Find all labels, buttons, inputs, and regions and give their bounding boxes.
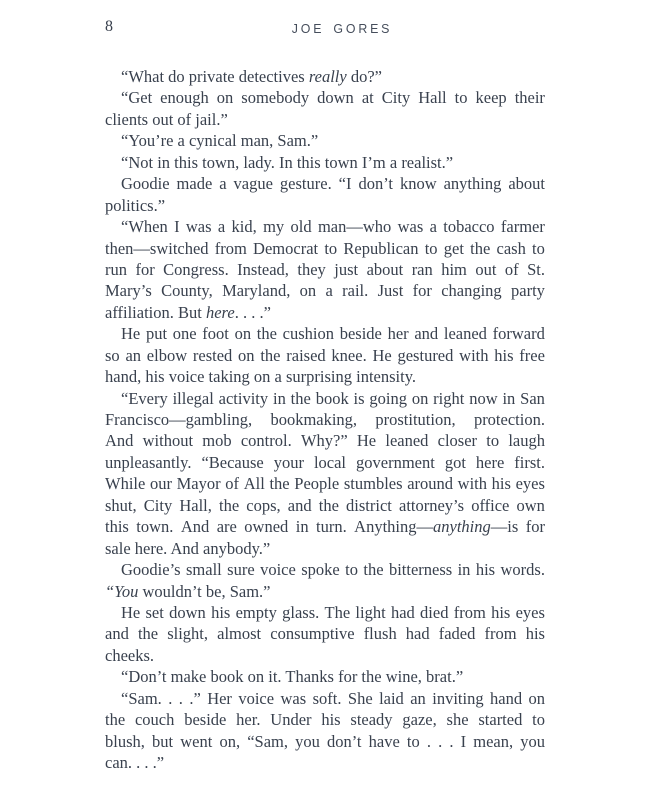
paragraph xyxy=(105,688,545,774)
text-line: cheeks. xyxy=(105,645,155,665)
paragraph xyxy=(105,602,545,666)
text-line: shut, City Hall, the cops, and the district attorney’s office own xyxy=(105,495,545,515)
text-line: Goodie’s small sure voice spoke to the bitterness in his words. xyxy=(121,560,545,580)
text-line: blush, but went on, “Sam, you don’t have to . . . I mean, you xyxy=(105,731,545,751)
text-line: While our Mayor of All the People stumbles around with his eyes xyxy=(105,474,545,494)
text-line: unpleasantly. “Because your local government got here first. xyxy=(105,452,545,472)
text-line: Goodie made a vague gesture. “I don’t know anything about xyxy=(121,174,545,194)
text-line: then—switched from Democrat to Republican to get the cash to xyxy=(105,238,545,258)
text-line: hand, his voice taking on a surprising intensity. xyxy=(105,367,417,387)
text-line: so an elbow rested on the raised knee. He gestured with his free xyxy=(105,345,545,365)
paragraph xyxy=(105,559,545,602)
paragraph xyxy=(105,87,545,130)
running-header: JOE GORES xyxy=(291,21,393,36)
text-line: the couch beside her. Under his steady gaze, she started to xyxy=(105,710,545,730)
text-line: run for Congress. Instead, they just about ran him out of St. xyxy=(105,259,545,279)
text-line: “Not in this town, lady. In this town I’m a realist.” xyxy=(121,152,454,172)
paragraph xyxy=(105,173,545,216)
page-number: 8 xyxy=(105,18,113,35)
text-line: Francisco—gambling, bookmaking, prostitution, protection. xyxy=(105,410,545,429)
paragraph xyxy=(105,130,545,151)
text-line: “You wouldn’t be, Sam.” xyxy=(105,581,271,601)
text-line: “Every illegal activity in the book is going on right now in San xyxy=(121,388,545,408)
text-line: “What do private detectives really do?” xyxy=(121,67,382,86)
paragraph xyxy=(105,323,545,387)
text-line: can. . . .” xyxy=(105,753,165,772)
text-line: And without mob control. Why?” He leaned closer to laugh xyxy=(105,431,545,451)
text-line: “Sam. . . .” Her voice was soft. She laid an inviting hand on xyxy=(121,688,545,708)
text-line: “You’re a cynical man, Sam.” xyxy=(121,131,319,151)
paragraph xyxy=(105,152,545,173)
text-line: politics.” xyxy=(105,195,166,215)
text-line: He put one foot on the cushion beside her and leaned forward xyxy=(121,324,545,344)
body-text xyxy=(105,66,545,773)
paragraph xyxy=(105,216,545,323)
text-line: this town. And are owned in turn. Anything—anything—is for xyxy=(105,517,545,537)
text-line: “When I was a kid, my old man—who was a tobacco farmer xyxy=(121,217,545,237)
text-line: “Don’t make book on it. Thanks for the wine, brat.” xyxy=(121,667,464,687)
paragraph xyxy=(105,666,545,687)
text-line: He set down his empty glass. The light had died from his eyes xyxy=(121,602,545,622)
text-line: sale here. And anybody.” xyxy=(105,538,271,558)
paragraph xyxy=(105,66,545,87)
text-line: and the slight, almost consumptive flush had faded from his xyxy=(105,624,545,644)
text-line: Mary’s County, Maryland, on a rail. Just for changing party xyxy=(105,281,545,301)
paragraph xyxy=(105,388,545,560)
text-line: “Get enough on somebody down at City Hall to keep their xyxy=(121,88,545,108)
text-line: clients out of jail.” xyxy=(105,109,228,129)
text-line: affiliation. But here. . . .” xyxy=(105,302,271,322)
